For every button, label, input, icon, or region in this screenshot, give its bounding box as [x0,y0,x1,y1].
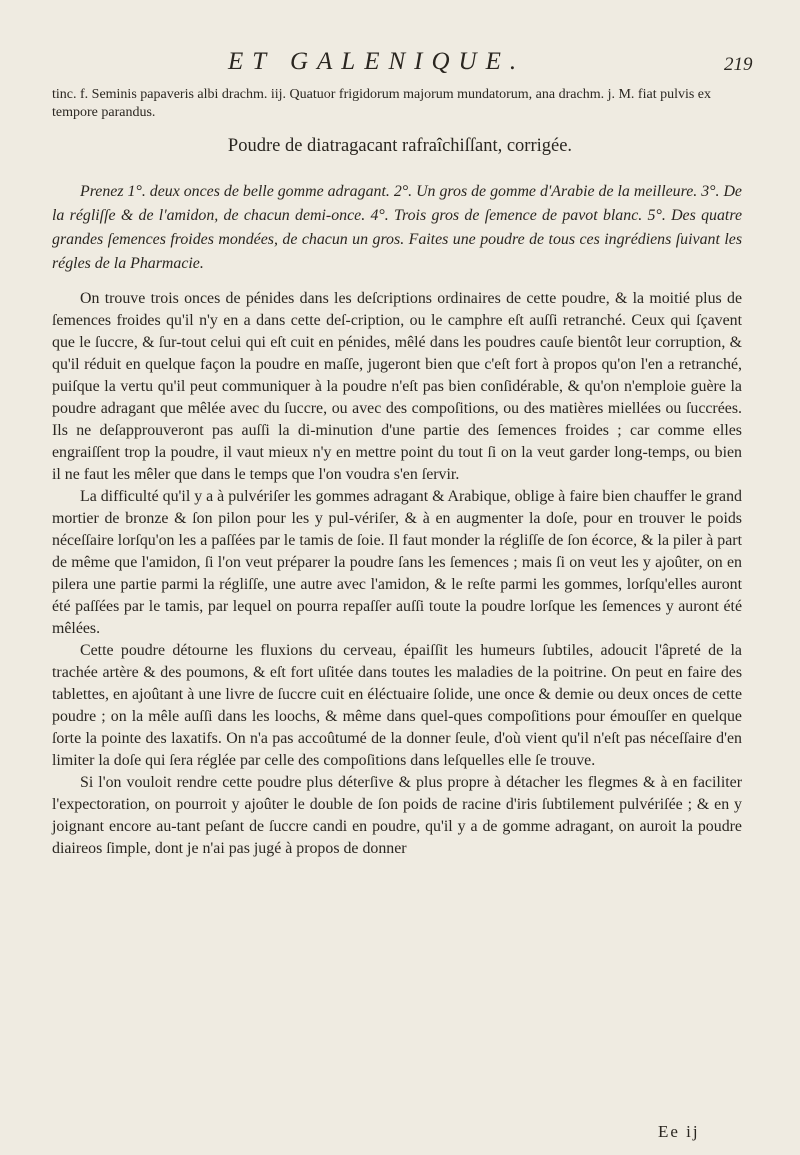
section-title: Poudre de diatragacant rafraîchiſſant, corrigée. [227,136,573,156]
page-number: 219 [724,54,753,75]
running-head [0,48,800,88]
recipe-paragraph: Prenez 1°. deux onces de belle gomme adragant. 2°. Un gros de gomme d'Arabie de la meilleure. 3°. De la régliſſe & de l'amidon, de chacun demi-once. 4°. Trois gros de ſemence de pavot blanc. 5°. Des quatre grandes ſemences froides mondées, de chacun un gros. Faites une poudre de tous ces ingrédiens ſuivant les régles de la Pharmacie. [52,183,742,272]
page-footer [0,1122,800,1146]
paragraph: Si l'on vouloit rendre cette poudre plus déterſive & plus propre à détacher les flegmes & à en faciliter l'expectoration, on pourroit y ajoûter le double de ſon poids de racine d'iris ſubtilement pulvériſée ; & en y joignant encore au-tant peſant de ſuccre candi en poudre, qu'il y a de gomme adragant, on auroit la poudre diaireos ſimple, dont je n'ai pas jugé à propos de donner [52,774,742,857]
paragraph: Cette poudre détourne les fluxions du cerveau, épaiſſit les humeurs ſubtiles, adoucit l'âpreté de la trachée artère & des poumons, & eſt fort uſitée dans toutes les maladies de la poitrine. On peut en faire des tablettes, en ajoûtant à une livre de ſuccre cuit en éléctuaire ſolide, une once & demie ou deux onces de cette poudre ; on la mêle auſſi dans les loochs, & même dans quel-ques compoſitions pour émouſſer en quelque ſorte la pointe des laxatifs. On n'a pas accoûtumé de la donner ſeule, d'où vient qu'il n'eſt pas néceſſaire d'en limiter la doſe qui ſera réglée par celle des compoſitions dans leſquelles elle ſe trouve. [52,642,742,769]
paragraph: On trouve trois onces de pénides dans les deſcriptions ordinaires de cette poudre, & la moitié plus de ſemences froides qu'il n'y en a dans cette deſ-cription, ou le camphre eſt auſſi retranché. Ceux qui ſçavent que le ſuccre, & ſur-tout celui qui eſt cuit en pénides, mêlé dans les poudres cauſe bientôt leur corruption, & qu'il réduit en quelque façon la poudre en maſſe, jugeront bien que c'eſt fort à propos qu'on l'en a retranché, puiſque la vertu qu'il peut communiquer à la poudre n'eſt pas bien conſidérable, & qu'on n'emploie guère la poudre adragant que mêlée avec du ſuccre, ou avec des compoſitions, ou des matières miellées ou ſuccrées. Ils ne deſapprouveront pas auſſi la di-minution d'une partie des ſemences froides ; car comme elles engraiſſent trop la poudre, il vaut mieux n'y en mettre point du tout ſi on la veut garder long-temps, ou bien il ne faut les mêler que dans le temps que l'on voudra s'en ſervir. [52,290,742,483]
running-title: ET GALENIQUE. [228,48,526,75]
paragraph: La difficulté qu'il y a à pulvériſer les gommes adragant & Arabique, oblige à faire bien chauffer le grand mortier de bronze & ſon pilon pour les y pul-vériſer, & à en augmenter la doſe, pour en trouver le poids néceſſaire lorſqu'on les a paſſées par le tamis de ſoie. Il faut monder la régliſſe de ſon écorce, & la piler à part de même que l'amidon, ſi l'on veut préparer la poudre ſans les ſemences ; mais ſi on veut les y ajoûter, on en pilera une partie parmi la régliſſe, une autre avec l'amidon, & le reſte parmi les gommes, lorſqu'elles auront été paſſées par le tamis, par lequel on pourra repaſſer auſſi toute la poudre lorſque les ſemences y auront été mêlées. [52,488,742,637]
body-text [52,180,742,860]
prescription-continuation: tinc. f. Seminis papaveris albi drachm. iij. Quatuor frigidorum majorum mundatorum, ana drachm. j. M. fiat pulvis ex tempore parandus. [52,87,712,120]
signature-mark: Ee ij [658,1122,700,1141]
